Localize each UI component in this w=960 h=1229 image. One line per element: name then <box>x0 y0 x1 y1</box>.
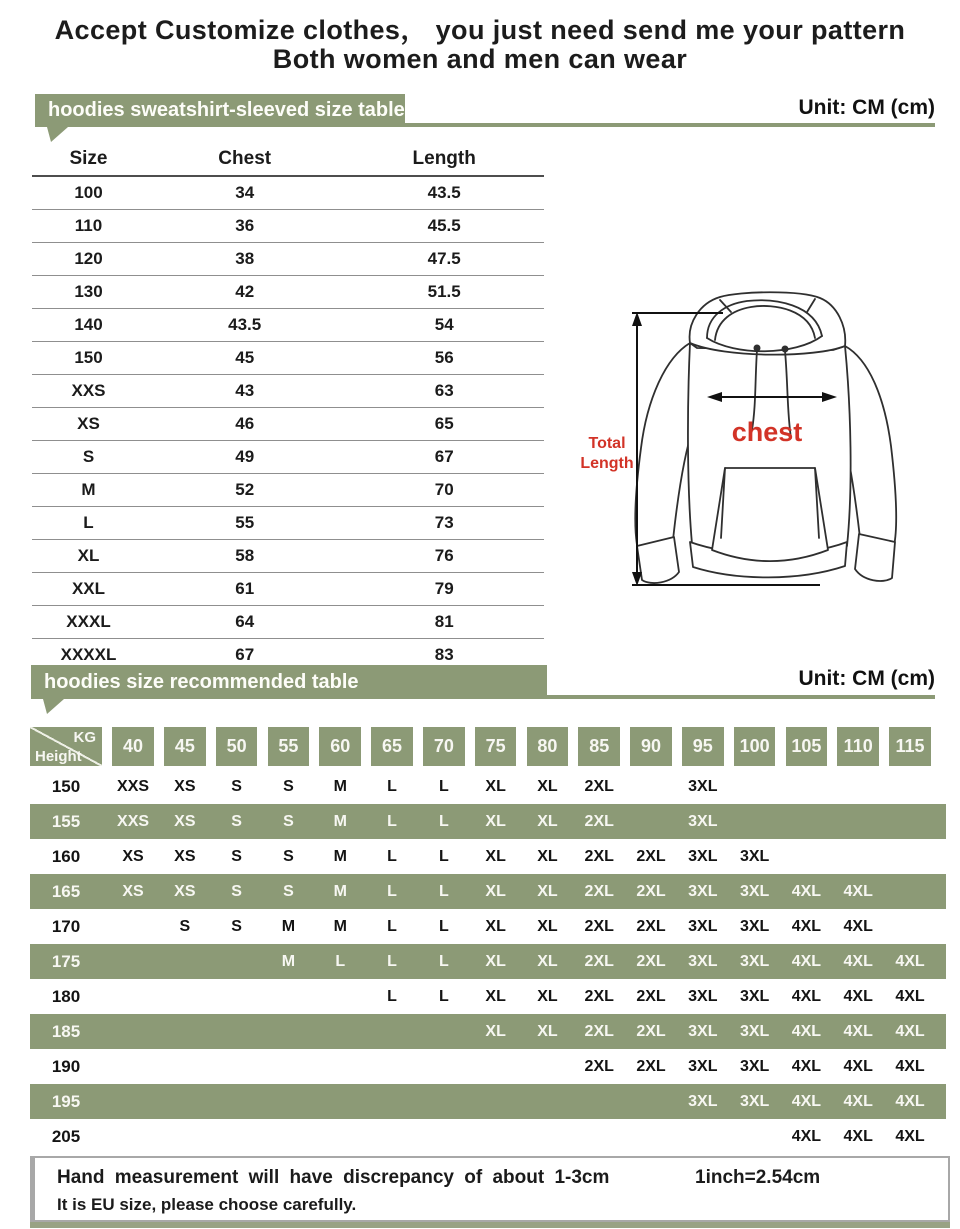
matrix-size-cell: 3XL <box>688 882 718 900</box>
matrix-header-row <box>30 727 946 766</box>
matrix-size-cell: XL <box>537 1022 558 1040</box>
size-table-cell: 73 <box>344 507 544 540</box>
matrix-size-cell: 4XL <box>791 917 822 935</box>
matrix-size-cell: XL <box>485 882 506 900</box>
matrix-size-cell: 3XL <box>739 1022 770 1040</box>
size-table-cell: 51.5 <box>344 276 544 309</box>
matrix-size-cell: XL <box>537 952 558 970</box>
matrix-size-cell: L <box>387 987 397 1005</box>
matrix-size-cell: XL <box>485 847 506 865</box>
kg-column-header: 40 <box>112 727 154 766</box>
size-table-row <box>32 309 544 342</box>
matrix-size-cell: XL <box>537 777 558 795</box>
matrix-row <box>30 839 946 874</box>
size-table-cell: 42 <box>145 276 344 309</box>
size-table-cell: 52 <box>145 474 344 507</box>
matrix-size-cell: M <box>281 917 296 935</box>
size-table-row <box>32 573 544 606</box>
matrix-height-cell: 170 <box>51 916 81 936</box>
size-table-row <box>32 474 544 507</box>
size-table-cell: S <box>32 441 145 474</box>
kg-column-header: 115 <box>889 727 931 766</box>
matrix-height-cell: 160 <box>51 846 81 866</box>
matrix-row <box>30 769 946 804</box>
matrix-size-cell: 2XL <box>636 917 666 935</box>
matrix-size-cell: 3XL <box>688 1057 718 1075</box>
footer-note-box <box>30 1156 950 1222</box>
size-table-body <box>32 176 544 672</box>
chest-label: chest <box>731 417 803 447</box>
matrix-size-cell: L <box>387 777 397 795</box>
matrix-size-cell: XS <box>174 777 196 795</box>
matrix-height-cell: 185 <box>51 1021 81 1041</box>
size-table-cell: 43 <box>145 375 344 408</box>
matrix-size-cell: 3XL <box>739 987 770 1005</box>
kg-column-header: 110 <box>837 727 879 766</box>
height-axis-label: Height <box>35 748 82 765</box>
page-title-line1: Accept Customize clothes， you just need send me your pattern <box>54 15 906 45</box>
size-table-cell: 34 <box>145 176 344 210</box>
matrix-size-cell: XL <box>537 847 558 865</box>
matrix-size-cell: XS <box>122 882 144 900</box>
matrix-size-cell: 3XL <box>739 917 770 935</box>
matrix-size-cell: S <box>231 812 242 830</box>
size-table-cell: 150 <box>32 342 145 375</box>
size-table-cell: L <box>32 507 145 540</box>
matrix-size-cell: S <box>283 882 294 900</box>
matrix-size-cell: L <box>335 952 346 970</box>
matrix-size-cell: 3XL <box>739 1092 770 1110</box>
matrix-size-cell: 4XL <box>895 1127 925 1145</box>
matrix-size-cell: 2XL <box>636 882 666 900</box>
matrix-corner-cell <box>30 727 102 766</box>
matrix-size-cell: XL <box>485 812 506 830</box>
size-table-row <box>32 375 544 408</box>
matrix-size-cell: L <box>438 812 449 830</box>
matrix-size-cell: 2XL <box>584 1057 614 1075</box>
matrix-size-cell: S <box>231 882 242 900</box>
section-divider-line <box>405 123 935 127</box>
matrix-size-cell: XL <box>537 987 558 1005</box>
size-table-cell: 38 <box>145 243 344 276</box>
recommend-table-unit-label: Unit: CM (cm) <box>798 667 935 690</box>
matrix-size-cell: M <box>333 882 347 900</box>
size-table-row <box>32 210 544 243</box>
matrix-row <box>30 1119 946 1154</box>
matrix-size-cell: 4XL <box>843 987 873 1005</box>
size-table-cell: 43.5 <box>145 309 344 342</box>
kg-column-header: 80 <box>527 727 569 766</box>
size-table-cell: 49 <box>145 441 344 474</box>
matrix-size-cell: L <box>387 847 397 865</box>
total-length-label-line1: Total <box>588 435 626 452</box>
matrix-size-cell: XL <box>485 917 506 935</box>
matrix-size-cell: 4XL <box>895 1022 925 1040</box>
matrix-size-cell: 3XL <box>739 847 770 865</box>
matrix-size-cell: S <box>283 812 294 830</box>
size-table-cell: 70 <box>344 474 544 507</box>
matrix-size-cell: XL <box>537 917 558 935</box>
size-table-cell: 61 <box>145 573 344 606</box>
matrix-size-cell: 2XL <box>584 777 614 795</box>
matrix-row <box>30 1014 946 1049</box>
matrix-size-cell: XXS <box>117 777 150 795</box>
kg-axis-label: KG <box>73 729 96 746</box>
matrix-size-cell: XXS <box>117 812 150 830</box>
size-table-cell: 45 <box>145 342 344 375</box>
size-table-cell: 46 <box>145 408 344 441</box>
matrix-size-cell: 3XL <box>688 987 718 1005</box>
matrix-size-cell: 4XL <box>843 1092 873 1110</box>
matrix-size-cell: 2XL <box>584 987 614 1005</box>
matrix-size-cell: S <box>283 847 294 865</box>
matrix-row <box>30 804 946 839</box>
matrix-size-cell: 2XL <box>584 1022 614 1040</box>
matrix-height-cell: 155 <box>51 811 81 831</box>
matrix-size-cell: 4XL <box>791 1092 822 1110</box>
size-table-row <box>32 276 544 309</box>
matrix-size-cell: 3XL <box>688 847 718 865</box>
size-table-cell: 76 <box>344 540 544 573</box>
matrix-height-cell: 195 <box>51 1091 81 1111</box>
matrix-height-cell: 180 <box>51 986 81 1006</box>
matrix-size-cell: 3XL <box>739 1057 770 1075</box>
matrix-row <box>30 1049 946 1084</box>
matrix-size-cell: 4XL <box>791 882 822 900</box>
size-table-cell: 56 <box>344 342 544 375</box>
size-table-banner: hoodies sweatshirt-sleeved size table <box>35 94 405 127</box>
matrix-height-cell: 205 <box>51 1126 81 1146</box>
matrix-size-cell: 2XL <box>584 882 614 900</box>
matrix-size-cell: XL <box>537 812 558 830</box>
kg-column-header: 50 <box>216 727 258 766</box>
size-table-column-header: Length <box>344 142 544 176</box>
size-table-cell: 58 <box>145 540 344 573</box>
matrix-height-cell: 150 <box>51 776 81 796</box>
matrix-size-cell: XS <box>174 847 196 865</box>
matrix-size-cell: 3XL <box>688 777 718 795</box>
size-table-row <box>32 606 544 639</box>
size-table <box>32 142 544 672</box>
size-table-row <box>32 441 544 474</box>
matrix-size-cell: XS <box>174 882 196 900</box>
size-table-cell: 140 <box>32 309 145 342</box>
hoodie-diagram-illustration <box>575 288 905 600</box>
matrix-size-cell: 3XL <box>688 917 718 935</box>
size-table-cell: 110 <box>32 210 145 243</box>
size-table-header-row <box>32 142 544 176</box>
matrix-size-cell: 3XL <box>688 952 718 970</box>
matrix-size-cell: L <box>387 882 397 900</box>
matrix-height-cell: 165 <box>51 881 81 901</box>
size-table-cell: 65 <box>344 408 544 441</box>
kg-column-header: 60 <box>319 727 361 766</box>
matrix-size-cell: S <box>231 917 242 935</box>
footer-note-line1: Hand measurement will have discrepancy of about 1-3cm <box>57 1167 610 1188</box>
matrix-size-cell: 4XL <box>791 1022 822 1040</box>
matrix-size-cell: M <box>333 777 347 795</box>
size-table-row <box>32 342 544 375</box>
kg-column-header: 70 <box>423 727 465 766</box>
size-table-cell: M <box>32 474 145 507</box>
matrix-size-cell: L <box>387 917 397 935</box>
matrix-size-cell: M <box>333 917 347 935</box>
kg-column-header: 90 <box>630 727 672 766</box>
banner-tail-icon <box>47 127 68 142</box>
size-table-cell: 64 <box>145 606 344 639</box>
size-table-cell: XS <box>32 408 145 441</box>
size-table-row <box>32 408 544 441</box>
size-table-unit-label: Unit: CM (cm) <box>798 96 935 119</box>
matrix-size-cell: 4XL <box>895 952 925 970</box>
kg-column-header: 65 <box>371 727 413 766</box>
size-table-cell: 36 <box>145 210 344 243</box>
size-table-row <box>32 507 544 540</box>
matrix-size-cell: 2XL <box>584 952 614 970</box>
size-table-cell: 43.5 <box>344 176 544 210</box>
size-table-cell: 81 <box>344 606 544 639</box>
matrix-size-cell: L <box>438 847 449 865</box>
matrix-height-cell: 190 <box>51 1056 81 1076</box>
matrix-size-cell: 3XL <box>688 812 718 830</box>
matrix-size-cell: 2XL <box>636 847 666 865</box>
kg-column-header: 45 <box>164 727 206 766</box>
matrix-size-cell: 4XL <box>895 1092 925 1110</box>
matrix-size-cell: M <box>281 952 296 970</box>
matrix-size-cell: 2XL <box>584 917 614 935</box>
matrix-size-cell: XL <box>485 777 506 795</box>
matrix-size-cell: S <box>231 777 242 795</box>
recommend-table <box>30 727 946 1154</box>
matrix-size-cell: 2XL <box>636 1057 666 1075</box>
matrix-size-cell: 3XL <box>739 952 770 970</box>
size-table-row <box>32 243 544 276</box>
kg-column-header: 75 <box>475 727 517 766</box>
matrix-size-cell: L <box>438 987 449 1005</box>
size-table-cell: 55 <box>145 507 344 540</box>
matrix-size-cell: L <box>438 917 449 935</box>
matrix-size-cell: XS <box>174 812 196 830</box>
matrix-row <box>30 874 946 909</box>
matrix-size-cell: 4XL <box>843 917 873 935</box>
recommend-table-banner: hoodies size recommended table <box>31 665 547 699</box>
matrix-size-cell: L <box>438 882 449 900</box>
matrix-size-cell: 2XL <box>636 987 666 1005</box>
matrix-body <box>30 769 946 1154</box>
matrix-size-cell: 4XL <box>843 1127 873 1145</box>
matrix-size-cell: 4XL <box>791 987 822 1005</box>
matrix-size-cell: XS <box>122 847 144 865</box>
matrix-size-cell: 4XL <box>895 987 925 1005</box>
page-title-line2: Both women and men can wear <box>272 44 688 74</box>
matrix-size-cell: M <box>333 812 347 830</box>
size-table-cell: 83 <box>344 639 544 672</box>
matrix-size-cell: M <box>333 847 347 865</box>
matrix-row <box>30 944 946 979</box>
matrix-size-cell: L <box>438 952 449 970</box>
size-table-cell: 100 <box>32 176 145 210</box>
total-length-label-line2: Length <box>580 455 634 472</box>
size-table-cell: XXS <box>32 375 145 408</box>
footer-conversion-note: 1inch=2.54cm <box>695 1167 821 1188</box>
matrix-size-cell: 4XL <box>791 1127 822 1145</box>
matrix-size-cell: 2XL <box>636 1022 666 1040</box>
matrix-size-cell: XL <box>537 882 558 900</box>
matrix-size-cell: L <box>387 812 397 830</box>
matrix-size-cell: 4XL <box>843 882 873 900</box>
kg-column-header: 95 <box>682 727 724 766</box>
matrix-size-cell: 2XL <box>636 952 666 970</box>
size-table-cell: 79 <box>344 573 544 606</box>
matrix-size-cell: 2XL <box>584 812 614 830</box>
matrix-size-cell: XL <box>485 987 506 1005</box>
matrix-size-cell: 3XL <box>688 1092 718 1110</box>
size-table-cell: XXXXL <box>32 639 145 672</box>
size-table-cell: 130 <box>32 276 145 309</box>
matrix-size-cell: S <box>179 917 191 935</box>
footer-note-line2: It is EU size, please choose carefully. <box>57 1195 357 1214</box>
size-table-column-header: Chest <box>145 142 344 176</box>
size-table-cell: 47.5 <box>344 243 544 276</box>
matrix-height-cell: 175 <box>51 951 81 971</box>
matrix-size-cell: 4XL <box>843 1057 873 1075</box>
size-table-cell: 45.5 <box>344 210 544 243</box>
size-table-cell: XXXL <box>32 606 145 639</box>
kg-column-header: 85 <box>578 727 620 766</box>
size-table-cell: 54 <box>344 309 544 342</box>
matrix-size-cell: XL <box>485 1022 506 1040</box>
matrix-size-cell: 4XL <box>843 1022 873 1040</box>
matrix-row <box>30 1084 946 1119</box>
section-divider-line <box>547 695 935 699</box>
matrix-size-cell: 4XL <box>791 1057 822 1075</box>
matrix-size-cell: S <box>231 847 242 865</box>
size-table-row <box>32 540 544 573</box>
matrix-size-cell: L <box>438 777 449 795</box>
size-table-cell: 67 <box>145 639 344 672</box>
kg-column-header: 105 <box>786 727 828 766</box>
matrix-size-cell: 2XL <box>584 847 614 865</box>
kg-column-header: 55 <box>268 727 310 766</box>
matrix-row <box>30 979 946 1014</box>
matrix-size-cell: 3XL <box>739 882 770 900</box>
kg-column-header: 100 <box>734 727 776 766</box>
bottom-accent-bar <box>30 1222 950 1228</box>
size-table-cell: XL <box>32 540 145 573</box>
matrix-size-cell: 3XL <box>688 1022 718 1040</box>
size-table-cell: XXL <box>32 573 145 606</box>
matrix-size-cell: 4XL <box>895 1057 925 1075</box>
size-table-column-header: Size <box>32 142 145 176</box>
matrix-row <box>30 909 946 944</box>
matrix-size-cell: 4XL <box>843 952 873 970</box>
size-table-row <box>32 176 544 210</box>
matrix-size-cell: L <box>387 952 397 970</box>
size-table-cell: 120 <box>32 243 145 276</box>
matrix-size-cell: XL <box>485 952 506 970</box>
matrix-size-cell: S <box>283 777 294 795</box>
matrix-size-cell: 4XL <box>791 952 822 970</box>
banner-tail-icon <box>43 699 64 714</box>
size-table-cell: 63 <box>344 375 544 408</box>
size-table-cell: 67 <box>344 441 544 474</box>
